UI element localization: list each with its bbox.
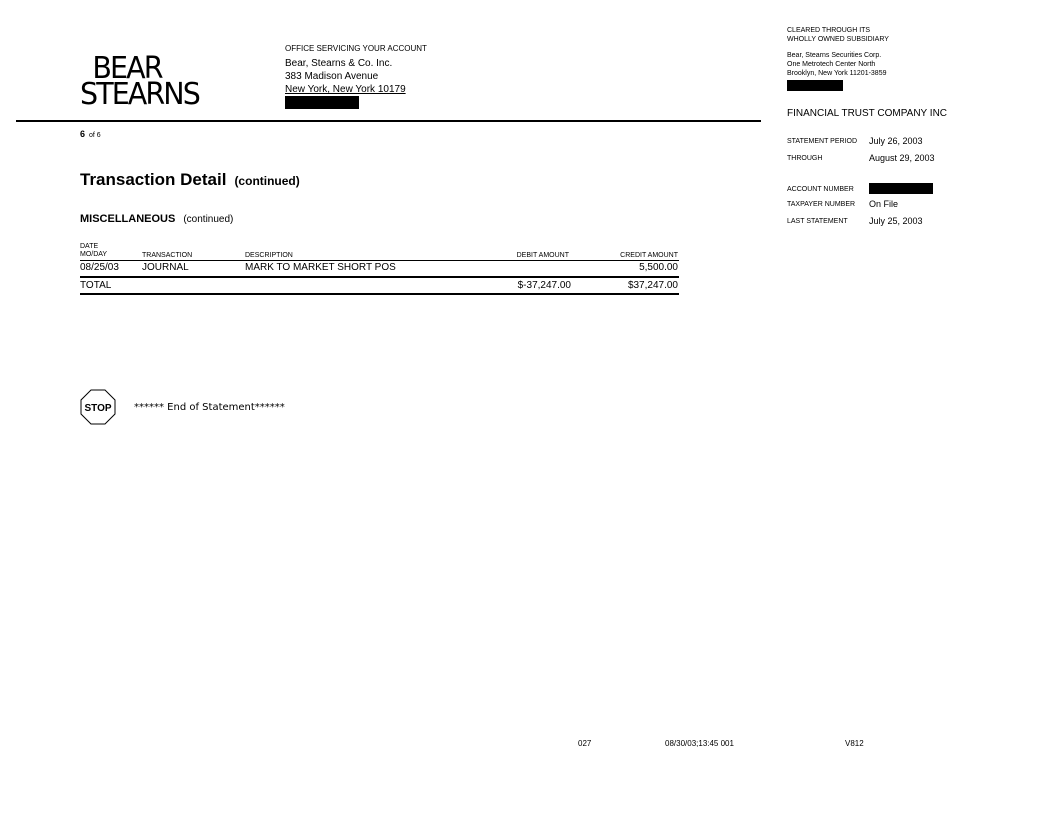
section-title-main: MISCELLANEOUS bbox=[80, 213, 176, 225]
last-statement-value: July 25, 2003 bbox=[869, 216, 923, 226]
row-transaction: JOURNAL bbox=[142, 262, 189, 273]
clearing-name: Bear, Stearns Securities Corp. bbox=[787, 52, 882, 59]
end-of-statement: ****** End of Statement****** bbox=[134, 402, 285, 413]
row-credit: 5,500.00 bbox=[639, 262, 678, 273]
office-street: 383 Madison Avenue bbox=[285, 71, 379, 82]
total-label: TOTAL bbox=[80, 280, 112, 291]
clearing-city: Brooklyn, New York 11201-3859 bbox=[787, 70, 887, 77]
logo-line-2: STEARNS bbox=[80, 77, 199, 112]
clearing-block bbox=[787, 26, 1047, 119]
office-address-block bbox=[285, 44, 427, 113]
header-description: DESCRIPTION bbox=[245, 252, 293, 259]
total-rule-top bbox=[80, 276, 679, 278]
through-value: August 29, 2003 bbox=[869, 153, 935, 163]
total-row bbox=[80, 280, 679, 298]
redacted-box bbox=[285, 96, 359, 109]
office-city: New York, New York 10179 bbox=[285, 84, 406, 95]
page-number bbox=[80, 129, 101, 139]
cleared-line-1: CLEARED THROUGH ITS bbox=[787, 27, 871, 34]
through-label: THROUGH bbox=[787, 155, 823, 162]
clearing-address bbox=[787, 51, 1047, 78]
redacted-box bbox=[787, 80, 843, 91]
header-transaction: TRANSACTION bbox=[142, 252, 193, 259]
total-debit: $-37,247.00 bbox=[517, 280, 571, 291]
total-rule-bottom bbox=[80, 293, 679, 295]
page-title bbox=[80, 170, 300, 190]
row-date: 08/25/03 bbox=[80, 262, 119, 273]
header-date bbox=[80, 243, 107, 259]
office-header: OFFICE SERVICING YOUR ACCOUNT bbox=[285, 44, 427, 53]
statement-period-value: July 26, 2003 bbox=[869, 136, 923, 146]
clearing-street: One Metrotech Center North bbox=[787, 61, 876, 68]
footer-code-2: V812 bbox=[845, 739, 864, 748]
header-date-line-1: DATE bbox=[80, 243, 99, 250]
total-credit: $37,247.00 bbox=[627, 280, 678, 291]
client-name: FINANCIAL TRUST COMPANY INC bbox=[787, 108, 948, 119]
office-name: Bear, Stearns & Co. Inc. bbox=[285, 58, 393, 69]
footer-code-1: 027 bbox=[578, 739, 592, 748]
section-title-sub: (continued) bbox=[183, 214, 234, 225]
redacted-box bbox=[869, 183, 933, 194]
account-number-label: ACCOUNT NUMBER bbox=[787, 186, 854, 193]
row-description: MARK TO MARKET SHORT POS bbox=[245, 262, 396, 273]
logo-line-1: BEAR bbox=[92, 51, 162, 86]
header-divider bbox=[16, 120, 761, 122]
header-date-line-2: MO/DAY bbox=[80, 251, 108, 258]
header-credit: CREDIT AMOUNT bbox=[620, 252, 678, 259]
cleared-line-2: WHOLLY OWNED SUBSIDIARY bbox=[787, 36, 889, 43]
stop-sign-icon bbox=[80, 389, 116, 425]
stop-sign-text: STOP bbox=[84, 403, 112, 414]
page-number-total: of 6 bbox=[89, 132, 101, 139]
page-title-sub: (continued) bbox=[234, 174, 300, 188]
section-title bbox=[80, 213, 233, 225]
last-statement-label: LAST STATEMENT bbox=[787, 218, 848, 225]
statement-period-label: STATEMENT PERIOD bbox=[787, 138, 858, 145]
footer-timestamp: 08/30/03;13:45 001 bbox=[665, 739, 734, 748]
page-number-value: 6 bbox=[80, 129, 86, 139]
taxpayer-number-value: On File bbox=[869, 199, 899, 209]
taxpayer-number-label: TAXPAYER NUMBER bbox=[787, 201, 856, 208]
cleared-through bbox=[787, 26, 1047, 44]
page-title-main: Transaction Detail bbox=[80, 170, 227, 189]
header-debit: DEBIT AMOUNT bbox=[516, 252, 569, 259]
header-rule bbox=[80, 260, 679, 261]
bear-stearns-logo bbox=[80, 51, 199, 112]
